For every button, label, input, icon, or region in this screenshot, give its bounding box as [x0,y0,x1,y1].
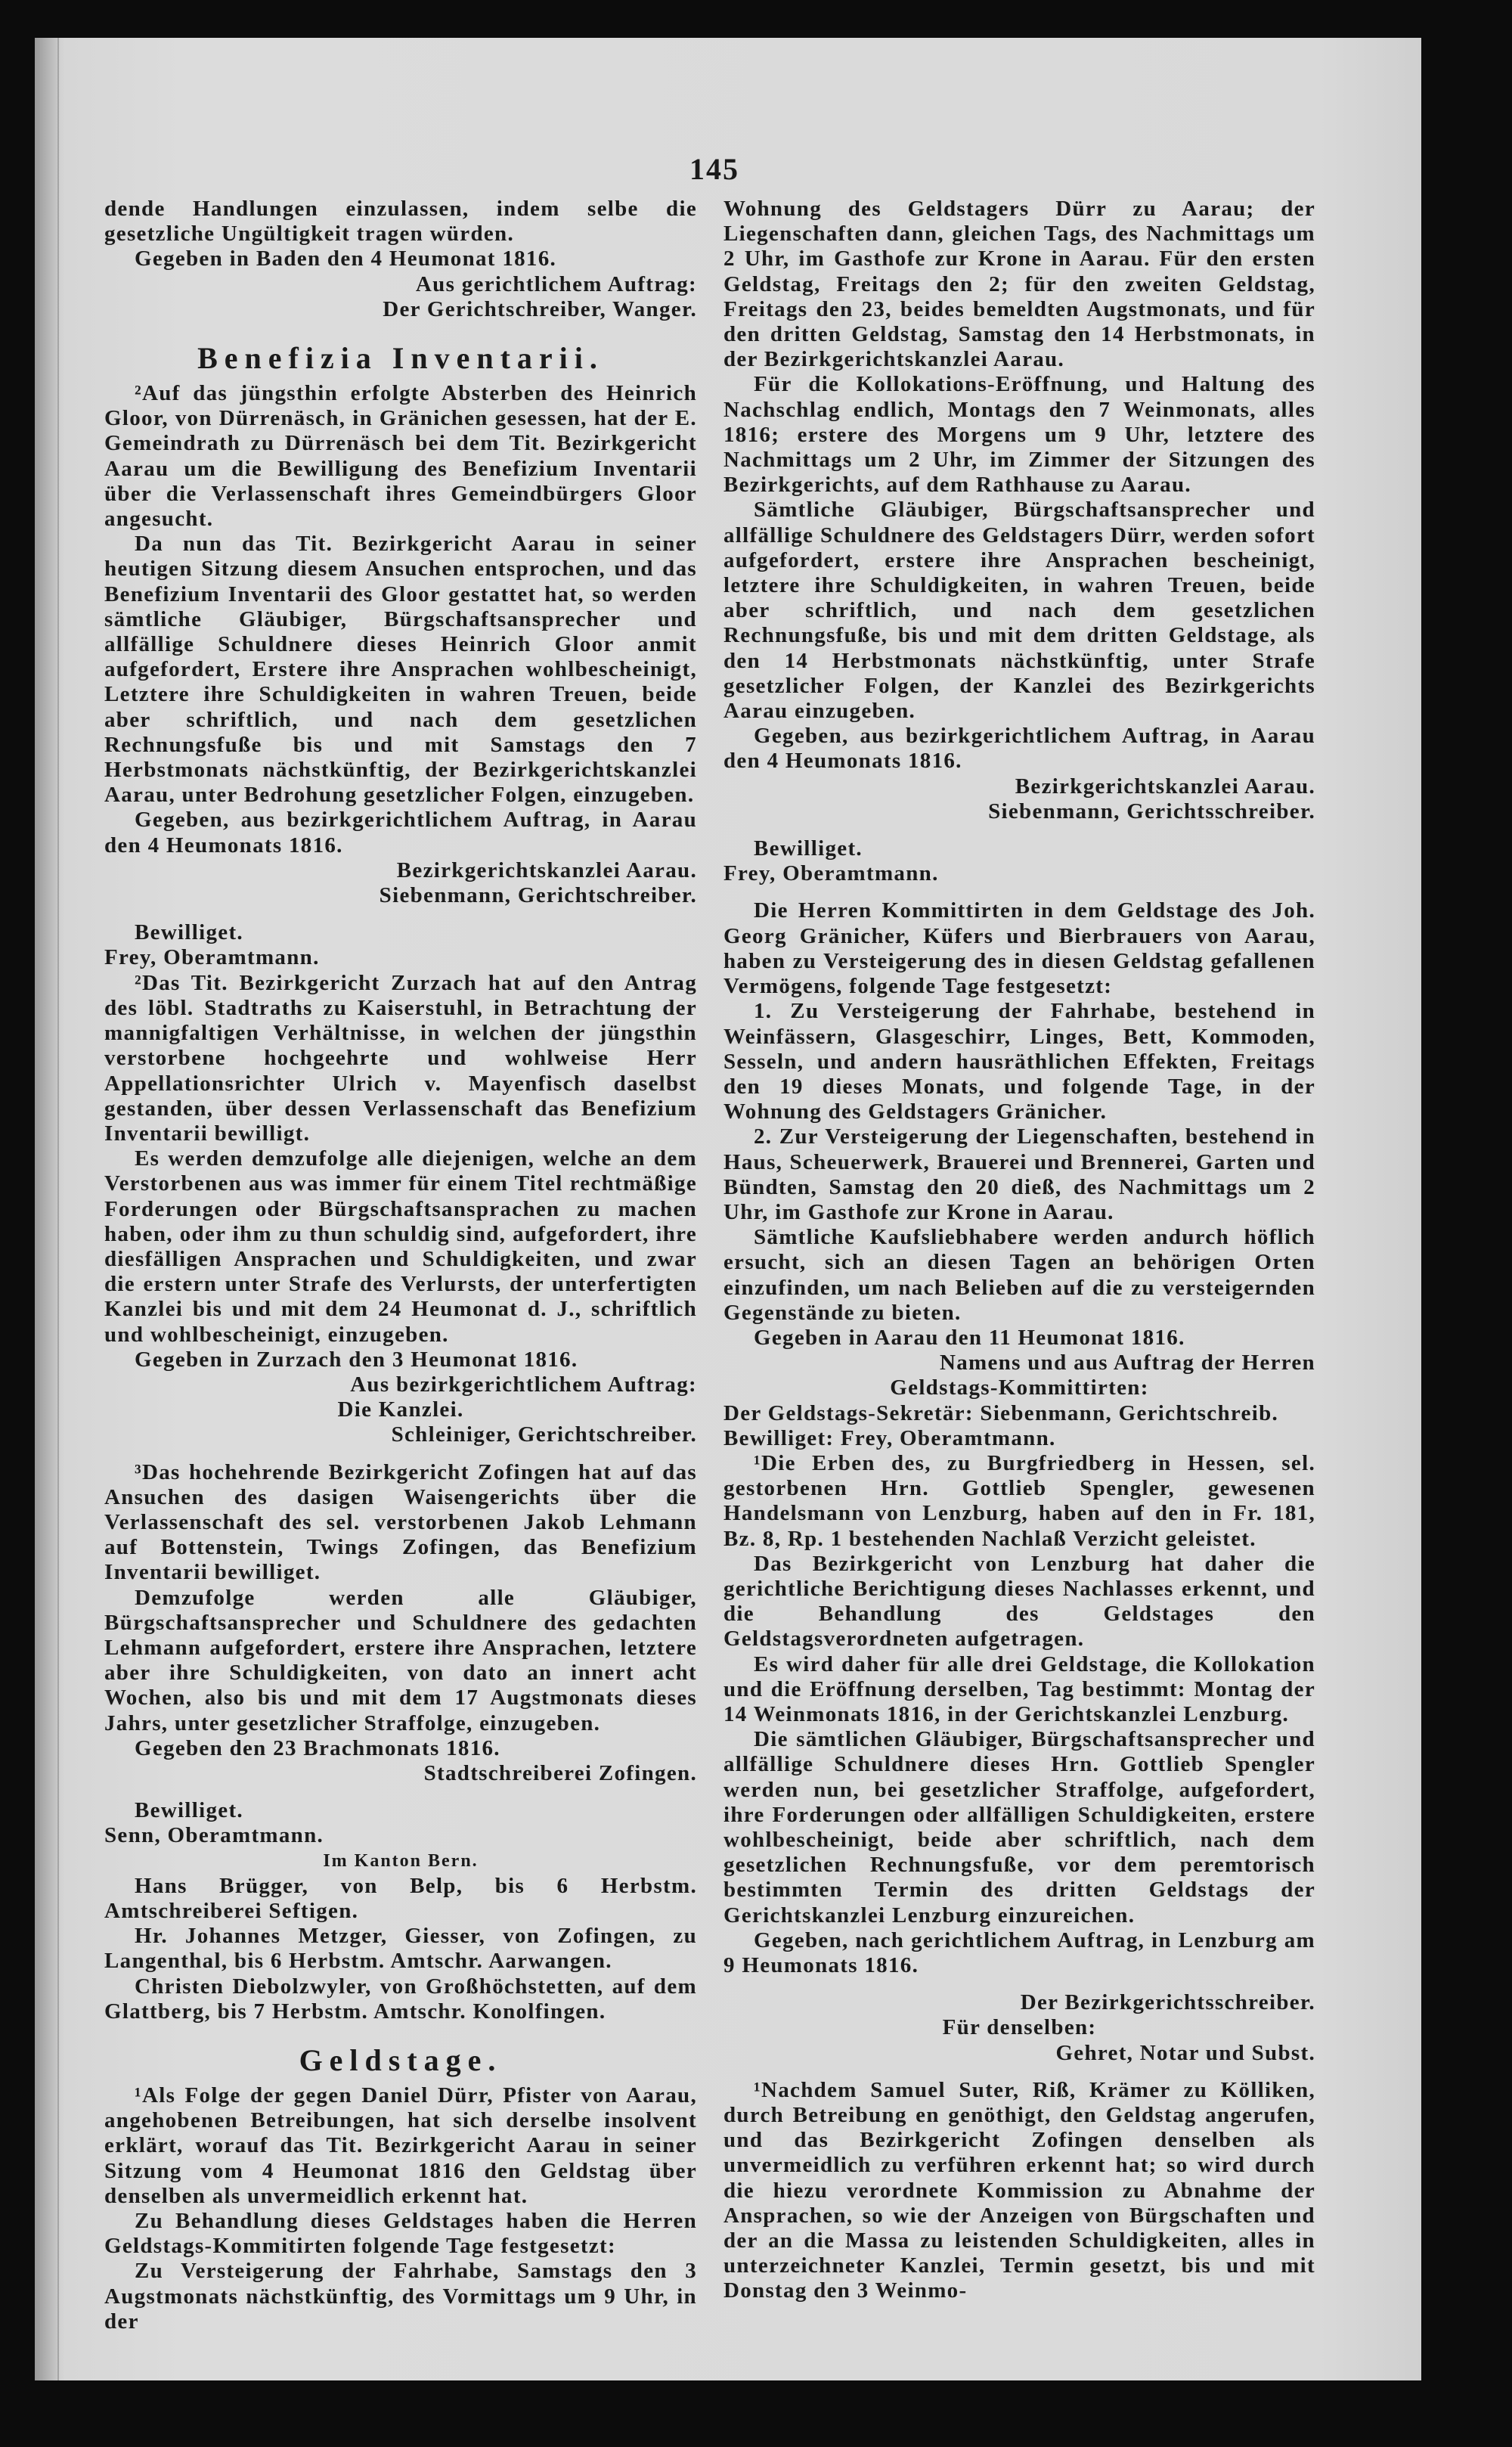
page-number: 145 [689,152,739,186]
dateline: Bewilliget. [135,920,243,945]
signature-line: Aus gerichtlichem Auftrag: [415,271,697,296]
signature-line: Schleiniger, Gerichtschreiber. [391,1422,697,1447]
paragraph-continued: dende Handlungen einzulassen, indem selbe die gesetzliche Ungültigkeit tragen würden. [104,197,697,247]
right-column [723,197,1315,2304]
paragraph: ¹Als Folge der gegen Daniel Dürr, Pfister von Aarau, angehobenen Betreibungen, hat sich derselbe insolvent erklärt, worauf das Tit. Bezirkgericht Aarau in seiner Sitzung vom 4 Heumonat 1816 den Geldstag über denselben als unvermeidlich erkennt hat. [104,2083,697,2208]
paragraph-continued: Wohnung des Geldstagers Dürr zu Aarau; der Liegenschaften dann, gleichen Tags, des Nachmittags um 2 Uhr, im Gasthofe zur Krone in Aarau. Für den ersten Geldstag, Freitags den 2; für den zweiten Geldstag, Freitags den 23, beides bemeldten Augstmonats, und für den dritten Geldstag, Samstag den 14 Herbstmonats, in der Bezirkgerichtskanzlei Aarau. [723,197,1315,372]
signature-line: Gehret, Notar und Subst. [1055,2040,1315,2065]
paragraph: Gegeben, aus bezirkgerichtlichem Auftrag, in Aarau den 4 Heumonats 1816. [723,724,1315,774]
signature-line: Stadtschreiberei Zofingen. [423,1760,697,1785]
paragraph: Es wird daher für alle drei Geldstage, die Kollokation und die Eröffnung derselben, Tag bestimmt: Montag der 14 Weinmonats 1816, in der Gerichtskanzlei Lenzburg. [723,1651,1315,1726]
dateline: Bewilliget. [135,1798,243,1823]
paragraph: Das Bezirkgericht von Lenzburg hat daher die gerichtliche Berichtigung dieses Nachlasses erkennt, und die Behandlung des Geldstages den Geldstagsverordneten aufgetragen. [723,1551,1315,1651]
dateline: Gegeben in Aarau den 11 Heumonat 1816. [754,1325,1185,1350]
paragraph: Zu Versteigerung der Fahrhabe, Samstags den 3 Augstmonats nächstkünftig, des Vormittags um 9 Uhr, in der [104,2259,697,2334]
subheading: Im Kanton Bern. [323,1850,479,1871]
signature-line: Aus bezirkgerichtlichem Auftrag: [350,1372,697,1397]
paragraph: ¹Nachdem Samuel Suter, Riß, Krämer zu Kölliken, durch Betreibung en genöthigt, den Geldstag angerufen, und das Bezirkgericht Zofingen denselben als unvermeidlich zu verführen erkennt hat; so wird durch die hiezu verordnete Kommission zu Abnahme der Ansprachen, so wie der Anzeigen von Bürgschaften und der an die Massa zu leistenden Schuldigkeiten, alles in unterzeichneter Kanzlei, Termin gesetzt, bis und mit Donstag den 3 Weinmo- [723,2077,1315,2303]
spacer [723,1978,1315,1990]
paragraph: Sämtliche Kaufsliebhabere werden andurch höflich ersucht, sich an diesen Tagen an behörigen Orten einzufinden, um nach Belieben auf die zu versteigernden Gegenstände zu bieten. [723,1225,1315,1325]
text-line: Bewilliget: Frey, Oberamtmann. [723,1425,1056,1450]
paragraph: ²Das Tit. Bezirkgericht Zurzach hat auf den Antrag des löbl. Stadtraths zu Kaiserstuhl, in Betrachtung der mannigfaltigen Verhältnisse, in welchen der jüngsthin verstorbene hochgeehrte und wohlweise Herr Appellationsrichter Ulrich v. Mayenfisch daselbst gestanden, über dessen Verlassenschaft das Benefizium Inventarii bewilligt. [104,970,697,1146]
signature-line: Bezirkgerichtskanzlei Aarau. [396,858,697,882]
paragraph: ³Das hochehrende Bezirkgericht Zofingen hat auf das Ansuchen des dasigen Waisengerichts über die Verlassenschaft des sel. verstorbenen Jakob Lehmann auf Bottenstein, Twings Zofingen, das Benefizium Inventarii bewilliget. [104,1459,697,1585]
centered-line: Die Kanzlei. [337,1397,464,1422]
paragraph: Christen Diebolzwyler, von Großhöchstetten, auf dem Glattberg, bis 7 Herbstm. Amtschr. Konolfingen. [104,1974,697,2024]
newspaper-page [35,38,1421,2380]
text-line: Frey, Oberamtmann. [723,861,939,886]
paragraph: ²Auf das jüngsthin erfolgte Absterben des Heinrich Gloor, von Dürrenäsch, in Gränichen gesessen, hat der E. Gemeindrath zu Dürrenäsch bei dem Tit. Bezirkgericht Aarau um die Bewilligung des Benefizium Inventarii über die Verlassenschaft ihres Gemeindbürgers Gloor angesucht. [104,381,697,532]
paragraph: 2. Zur Versteigerung der Liegenschaften, bestehend in Haus, Scheuerwerk, Brauerei und Brennerei, Garten und Bündten, Samstag den 20 dieß, des Nachmittags um 2 Uhr, im Gasthofe zur Krone in Aarau. [723,1124,1315,1224]
dateline: Gegeben in Zurzach den 3 Heumonat 1816. [135,1347,578,1372]
text-line: Der Geldstags-Sekretär: Siebenmann, Gerichtschreib. [723,1400,1279,1425]
paragraph: Zu Behandlung dieses Geldstages haben die Herren Geldstags-Kommitirten folgende Tage festgesetzt: [104,2209,697,2259]
paragraph: Für die Kollokations-Eröffnung, und Haltung des Nachschlag endlich, Montags den 7 Weinmonats, alles 1816; erstere des Morgens um 9 Uhr, letztere des Nachmittags um 2 Uhr, im Zimmer der Sitzungen des Bezirkgerichts, auf dem Rathhause zu Aarau. [723,372,1315,498]
section-heading: Geldstage. [299,2043,503,2078]
signature-line: Namens und aus Auftrag der Herren [940,1351,1315,1375]
paragraph: Da nun das Tit. Bezirkgericht Aarau in seiner heutigen Sitzung diesem Ansuchen entsprochen, und das Benefizium Inventarii des Gloor gestattet hat, so werden sämtliche Gläubiger, Bürgschaftsansprecher und allfällige Schuldnere dieses Heinrich Gloor anmit aufgefordert, Erstere ihre Ansprachen wohlbescheinigt, Letztere ihre Schuldigkeiten in wahren Treuen, beide aber schriftlich, und nach dem gesetzlichen Rechnungsfuße bis und mit Samstags den 7 Herbstmonats nächstkünftig, der Bezirkgerichtskanzlei Aarau, unter Bedrohung gesetzlicher Folgen, einzugeben. [104,532,697,808]
paragraph: 1. Zu Versteigerung der Fahrhabe, bestehend in Weinfässern, Glasgeschirr, Linges, Bett, Kommoden, Sesseln, und andern hausräthlichen Effekten, Freitags den 19 dieses Monats, und folgende Tage, in der Wohnung des Geldstagers Gränicher. [723,999,1315,1124]
dateline: Gegeben den 23 Brachmonats 1816. [135,1735,500,1760]
paragraph: Die Herren Kommittirten in dem Geldstage des Joh. Georg Gränicher, Küfers und Bierbrauers von Aarau, haben zu Versteigerung des in diesen Geldstag gefallenen Vermögens, folgende Tage festgesetzt: [723,898,1315,999]
spacer [104,1448,697,1460]
signature-line: Bezirkgerichtskanzlei Aarau. [1015,774,1315,799]
signature-line: Siebenmann, Gerichtschreiber. [379,883,697,908]
centered-line: Geldstags-Kommittirten: [890,1375,1149,1400]
spacer [104,908,697,920]
paragraph: Die sämtlichen Gläubiger, Bürgschaftsansprecher und allfällige Schuldnere dieses Hrn. Gottlieb Spengler werden nun, bei gesetzlicher Straffolge, aufgefordert, ihre Forderungen oder allfälligen Schuldigkeiten, erstere wohlbescheinigt, beide aber schriftlich, nach dem gesetzlichen Rechnungsfuße, vor dem peremtorisch bestimmten Termin des dritten Geldstags der Gerichtskanzlei Lenzburg einzureichen. [723,1727,1315,1928]
spacer [104,1786,697,1798]
signature-line: Der Bezirkgerichtsschreiber. [1020,1990,1315,2015]
left-column [104,197,697,2334]
paragraph: Sämtliche Gläubiger, Bürgschaftsansprecher und allfällige Schuldnere des Geldstagers Dürr, werden sofort aufgefordert, erstere ihre Ansprachen bescheinigt, letztere ihre Schuldigkeiten, in wahren Treuen, beide aber schriftlich, und nach dem gesetzlichen Rechnungsfuße, bis und mit dem dritten Geldstage, als den 14 Herbstmonats nächstkünftig, unter Strafe gesetzlicher Folgen, der Kanzlei des Bezirkgerichts Aarau einzugeben. [723,498,1315,724]
spacer [723,824,1315,836]
signature-line: Siebenmann, Gerichtsschreiber. [988,799,1315,823]
paragraph: Es werden demzufolge alle diejenigen, welche an dem Verstorbenen aus was immer für einem Titel rechtmäßige Forderungen oder Bürgschaftsansprachen zu machen haben, oder ihm zu thun schuldig sind, aufgefordert, ihre diesfälligen Ansprachen und Schuldigkeiten, und zwar die erstern unter Strafe des Verlursts, der unterfertigten Kanzlei bis und mit dem 24 Heumonat d. J., schriftlich und wohlbescheinigt, einzugeben. [104,1146,697,1347]
paragraph: Demzufolge werden alle Gläubiger, Bürgschaftsansprecher und Schuldnere des gedachten Lehmann aufgefordert, erstere ihre Ansprachen, letztere aber ihre Schuldigkeiten, von dato an innert acht Wochen, also bis und mit dem 17 Augstmonats dieses Jahrs, unter gesetzlicher Straffolge, einzugeben. [104,1585,697,1735]
centered-line: Für denselben: [942,2015,1097,2040]
dateline: Gegeben in Baden den 4 Heumonat 1816. [135,247,557,271]
dateline: Bewilliget. [754,836,863,861]
page-fold-shadow [35,38,59,2380]
spacer [723,2066,1315,2078]
spacer [723,886,1315,898]
paragraph: ¹Die Erben des, zu Burgfriedberg in Hessen, sel. gestorbenen Hrn. Gottlieb Spengler, gewesenen Handelsmann von Lenzburg, haben auf den in Fr. 181, Bz. 8, Rp. 1 bestehenden Nachlaß Verzicht geleistet. [723,1450,1315,1551]
section-heading: Benefizia Inventarii. [197,341,604,376]
paragraph: Gegeben, nach gerichtlichem Auftrag, in Lenzburg am 9 Heumonats 1816. [723,1928,1315,1978]
text-line: Frey, Oberamtmann. [104,945,320,970]
paragraph: Gegeben, aus bezirkgerichtlichem Auftrag, in Aarau den 4 Heumonats 1816. [104,808,697,858]
paragraph: Hans Brügger, von Belp, bis 6 Herbstm. Amtschreiberei Seftigen. [104,1873,697,1923]
paragraph: Hr. Johannes Metzger, Giesser, von Zofingen, zu Langenthal, bis 6 Herbstm. Amtschr. Aarwangen. [104,1924,697,1974]
signature-line: Der Gerichtschreiber, Wanger. [383,296,697,321]
text-line: Senn, Oberamtmann. [104,1823,324,1848]
